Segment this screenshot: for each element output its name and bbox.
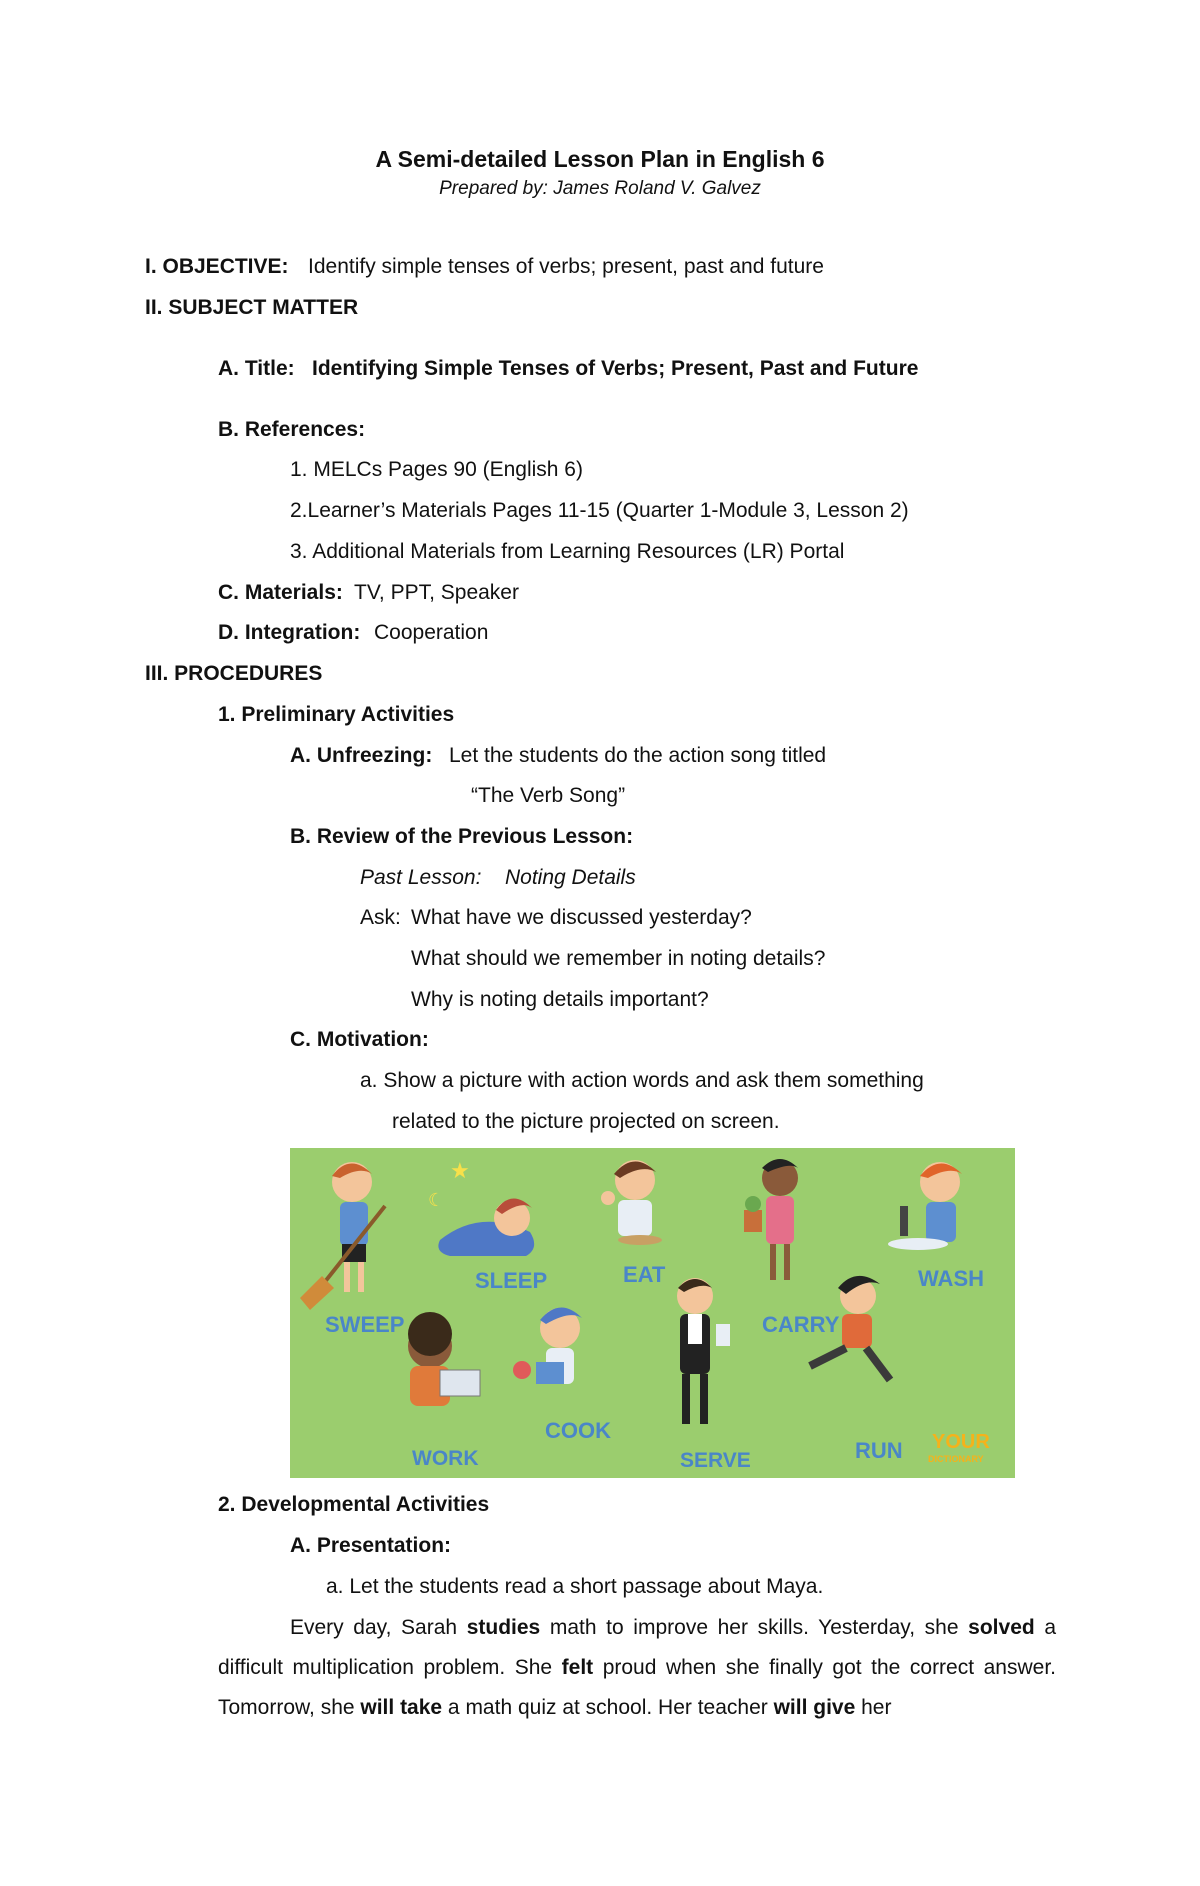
reading-passage <box>218 1608 1056 1728</box>
unfreezing-label: A. Unfreezing: <box>290 744 433 767</box>
verb-future: will give <box>773 1696 856 1719</box>
reference-item: 3. Additional Materials from Learning Resources (LR) Portal <box>290 540 845 563</box>
word-sleep: SLEEP <box>475 1268 548 1293</box>
past-lesson-label: Past Lesson: <box>360 866 482 889</box>
materials-text: TV, PPT, Speaker <box>354 581 519 604</box>
references-label: B. References: <box>218 418 366 441</box>
word-eat: EAT <box>623 1262 666 1287</box>
motivation-label: C. Motivation: <box>290 1028 429 1051</box>
integration-label: D. Integration: <box>218 621 361 644</box>
verb-present: studies <box>466 1616 541 1639</box>
developmental-label: 2. Developmental Activities <box>218 1493 490 1516</box>
logo-your: YOUR <box>932 1431 990 1453</box>
presentation-text: a. Let the students read a short passage about Maya. <box>326 1575 824 1598</box>
verb-future: will take <box>360 1696 443 1719</box>
motivation-text: a. Show a picture with action words and ask them something <box>360 1069 924 1092</box>
ask-question: Why is noting details important? <box>411 988 709 1011</box>
word-work: WORK <box>412 1447 479 1470</box>
passage-text: Every day, Sarah <box>290 1616 467 1639</box>
song-title: “The Verb Song” <box>471 784 626 807</box>
reference-item: 1. MELCs Pages 90 (English 6) <box>290 458 583 481</box>
objective-label: I. OBJECTIVE: <box>145 255 289 278</box>
word-run: RUN <box>855 1438 903 1463</box>
passage-text: math to improve her skills. Yesterday, she <box>540 1616 969 1639</box>
action-words-picture <box>290 1148 1015 1478</box>
ask-label: Ask: <box>360 906 401 929</box>
integration-text: Cooperation <box>374 621 489 644</box>
passage-text: proud when she finally got the correct answer. Tomorrow, she <box>218 1656 1056 1719</box>
ask-question: What should we remember in noting details? <box>411 947 826 970</box>
word-serve: SERVE <box>680 1449 751 1472</box>
review-label: B. Review of the Previous Lesson: <box>290 825 634 848</box>
verb-past: solved <box>968 1616 1035 1639</box>
materials-label: C. Materials: <box>218 581 343 604</box>
word-sweep: SWEEP <box>325 1312 405 1337</box>
word-cook: COOK <box>545 1418 611 1443</box>
passage-text: her <box>855 1696 892 1719</box>
reference-item: 2.Learner’s Materials Pages 11-15 (Quarter 1-Module 3, Lesson 2) <box>290 499 909 522</box>
passage-text: a difficult multiplication problem. She <box>218 1616 1057 1679</box>
preliminary-label: 1. Preliminary Activities <box>218 703 455 726</box>
ask-question: What have we discussed yesterday? <box>411 906 752 929</box>
title-text: Identifying Simple Tenses of Verbs; Present, Past and Future <box>312 357 919 380</box>
objective-text: Identify simple tenses of verbs; present, past and future <box>308 255 824 278</box>
svg-text:☾: ☾ <box>428 1190 445 1210</box>
motivation-text-cont: related to the picture projected on screen. <box>392 1110 780 1133</box>
svg-text:★: ★ <box>450 1158 470 1183</box>
word-carry: CARRY <box>762 1312 840 1337</box>
verb-past: felt <box>561 1656 594 1679</box>
word-wash: WASH <box>918 1266 984 1291</box>
logo-dictionary: DICTIONARY <box>928 1454 984 1464</box>
title-label: A. Title: <box>218 357 295 380</box>
past-lesson-text: Noting Details <box>505 866 636 889</box>
prepared-by: Prepared by: James Roland V. Galvez <box>439 178 761 199</box>
passage-text: a math quiz at school. Her teacher <box>442 1696 774 1719</box>
procedures-label: III. PROCEDURES <box>145 662 323 685</box>
unfreezing-text: Let the students do the action song titled <box>449 744 827 767</box>
subject-matter-label: II. SUBJECT MATTER <box>145 296 359 319</box>
document-title: A Semi-detailed Lesson Plan in English 6 <box>375 146 825 172</box>
presentation-label: A. Presentation: <box>290 1534 452 1557</box>
